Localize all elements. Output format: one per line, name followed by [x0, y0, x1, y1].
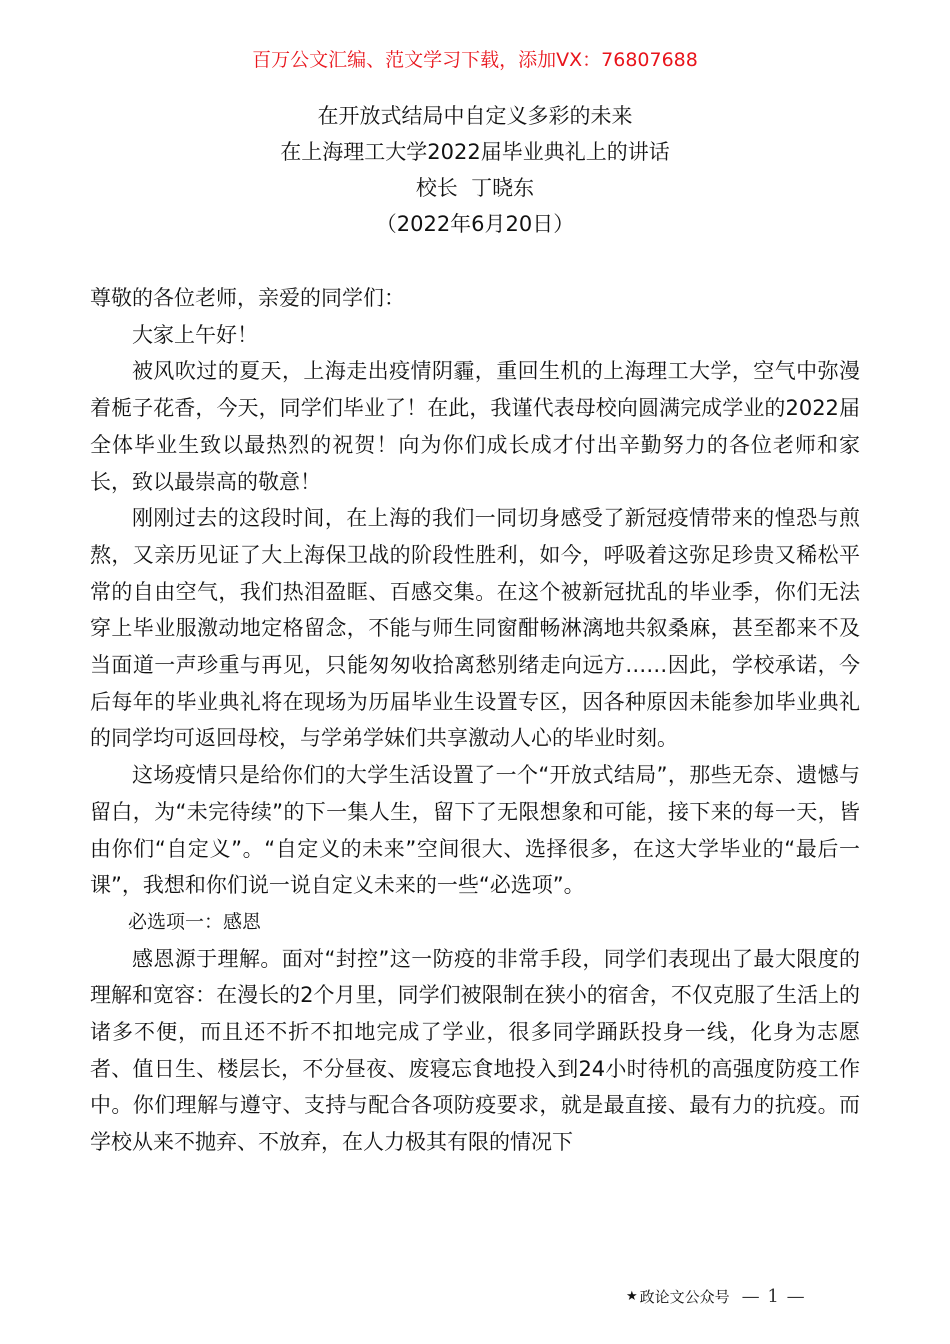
speech-title: 在开放式结局中自定义多彩的未来: [317, 104, 633, 128]
greeting: 大家上午好！: [132, 322, 258, 347]
speech-date: （2022年6月20日）: [375, 212, 575, 236]
paragraph: 刚刚过去的这段时间，在上海的我们一同切身感受了新冠疫情带来的惶恐与煎熬，又亲历见证了大上海保卫战的阶段性胜利，如今，呼吸着这弥足珍贵又稀松平常的自由空气，我们热泪盈眶、百感交集。在这个被新冠扰乱的毕业季，你们无法穿上毕业服激动地定格留念，不能与师生同窗酣畅淋漓地共叙桑麻，甚至都来不及当面道一声珍重与再见，只能匆匆收拾离愁别绪走向远方……因此，学校承诺，今后每年的毕业典礼将在现场为历届毕业生设置专区，因各种原因未能参加毕业典礼的同学均可返回母校，与学弟学妹们共享激动人心的毕业时刻。: [90, 506, 860, 751]
title-block: [0, 98, 950, 242]
page-footer: [626, 1284, 806, 1308]
salutation: 尊敬的各位老师，亲爱的同学们：: [90, 286, 405, 310]
watermark-banner: 百万公文汇编、范文学习下载，添加VX：76807688: [252, 49, 698, 71]
paragraph: 感恩源于理解。面对“封控”这一防疫的非常手段，同学们表现出了最大限度的理解和宽容：在漫长的2个月里，同学们被限制在狭小的宿舍，不仅克服了生活上的诸多不便，而且还不折不扣地完成了学业，很多同学踊跃投身一线，化身为志愿者、值日生、楼层长，不分昼夜、废寝忘食地投入到24小时待机的高强度防疫工作中。你们理解与遵守、支持与配合各项防疫要求，就是最直接、最有力的抗疫。而学校从来不抛弃、不放弃，在人力极其有限的情况下: [90, 946, 860, 1155]
paragraph: 被风吹过的夏天，上海走出疫情阴霾，重回生机的上海理工大学，空气中弥漫着栀子花香，今天，同学们毕业了！在此，我谨代表母校向圆满完成学业的2022届全体毕业生致以最热烈的祝贺！向为你们成长成才付出辛勤努力的各位老师和家长，致以最崇高的敬意！: [90, 359, 860, 494]
speech-body: [90, 280, 860, 1161]
star-icon: ★: [626, 1288, 638, 1304]
paragraph: 这场疫情只是给你们的大学生活设置了一个“开放式结局”，那些无奈、遗憾与留白，为“未完待续”的下一集人生，留下了无限想象和可能，接下来的每一天，皆由你们“自定义”。“自定义的未来”空间很大、选择很多，在这大学毕业的“最后一课”，我想和你们说一说自定义未来的一些“必选项”。: [90, 763, 860, 898]
page-number: — 1 —: [741, 1285, 806, 1307]
speech-author: 校长 丁晓东: [415, 176, 535, 200]
speech-subtitle: 在上海理工大学2022届毕业典礼上的讲话: [280, 140, 670, 164]
footer-source-label: 政论文公众号: [639, 1287, 730, 1306]
section-heading: 必选项一：感恩: [128, 910, 262, 933]
